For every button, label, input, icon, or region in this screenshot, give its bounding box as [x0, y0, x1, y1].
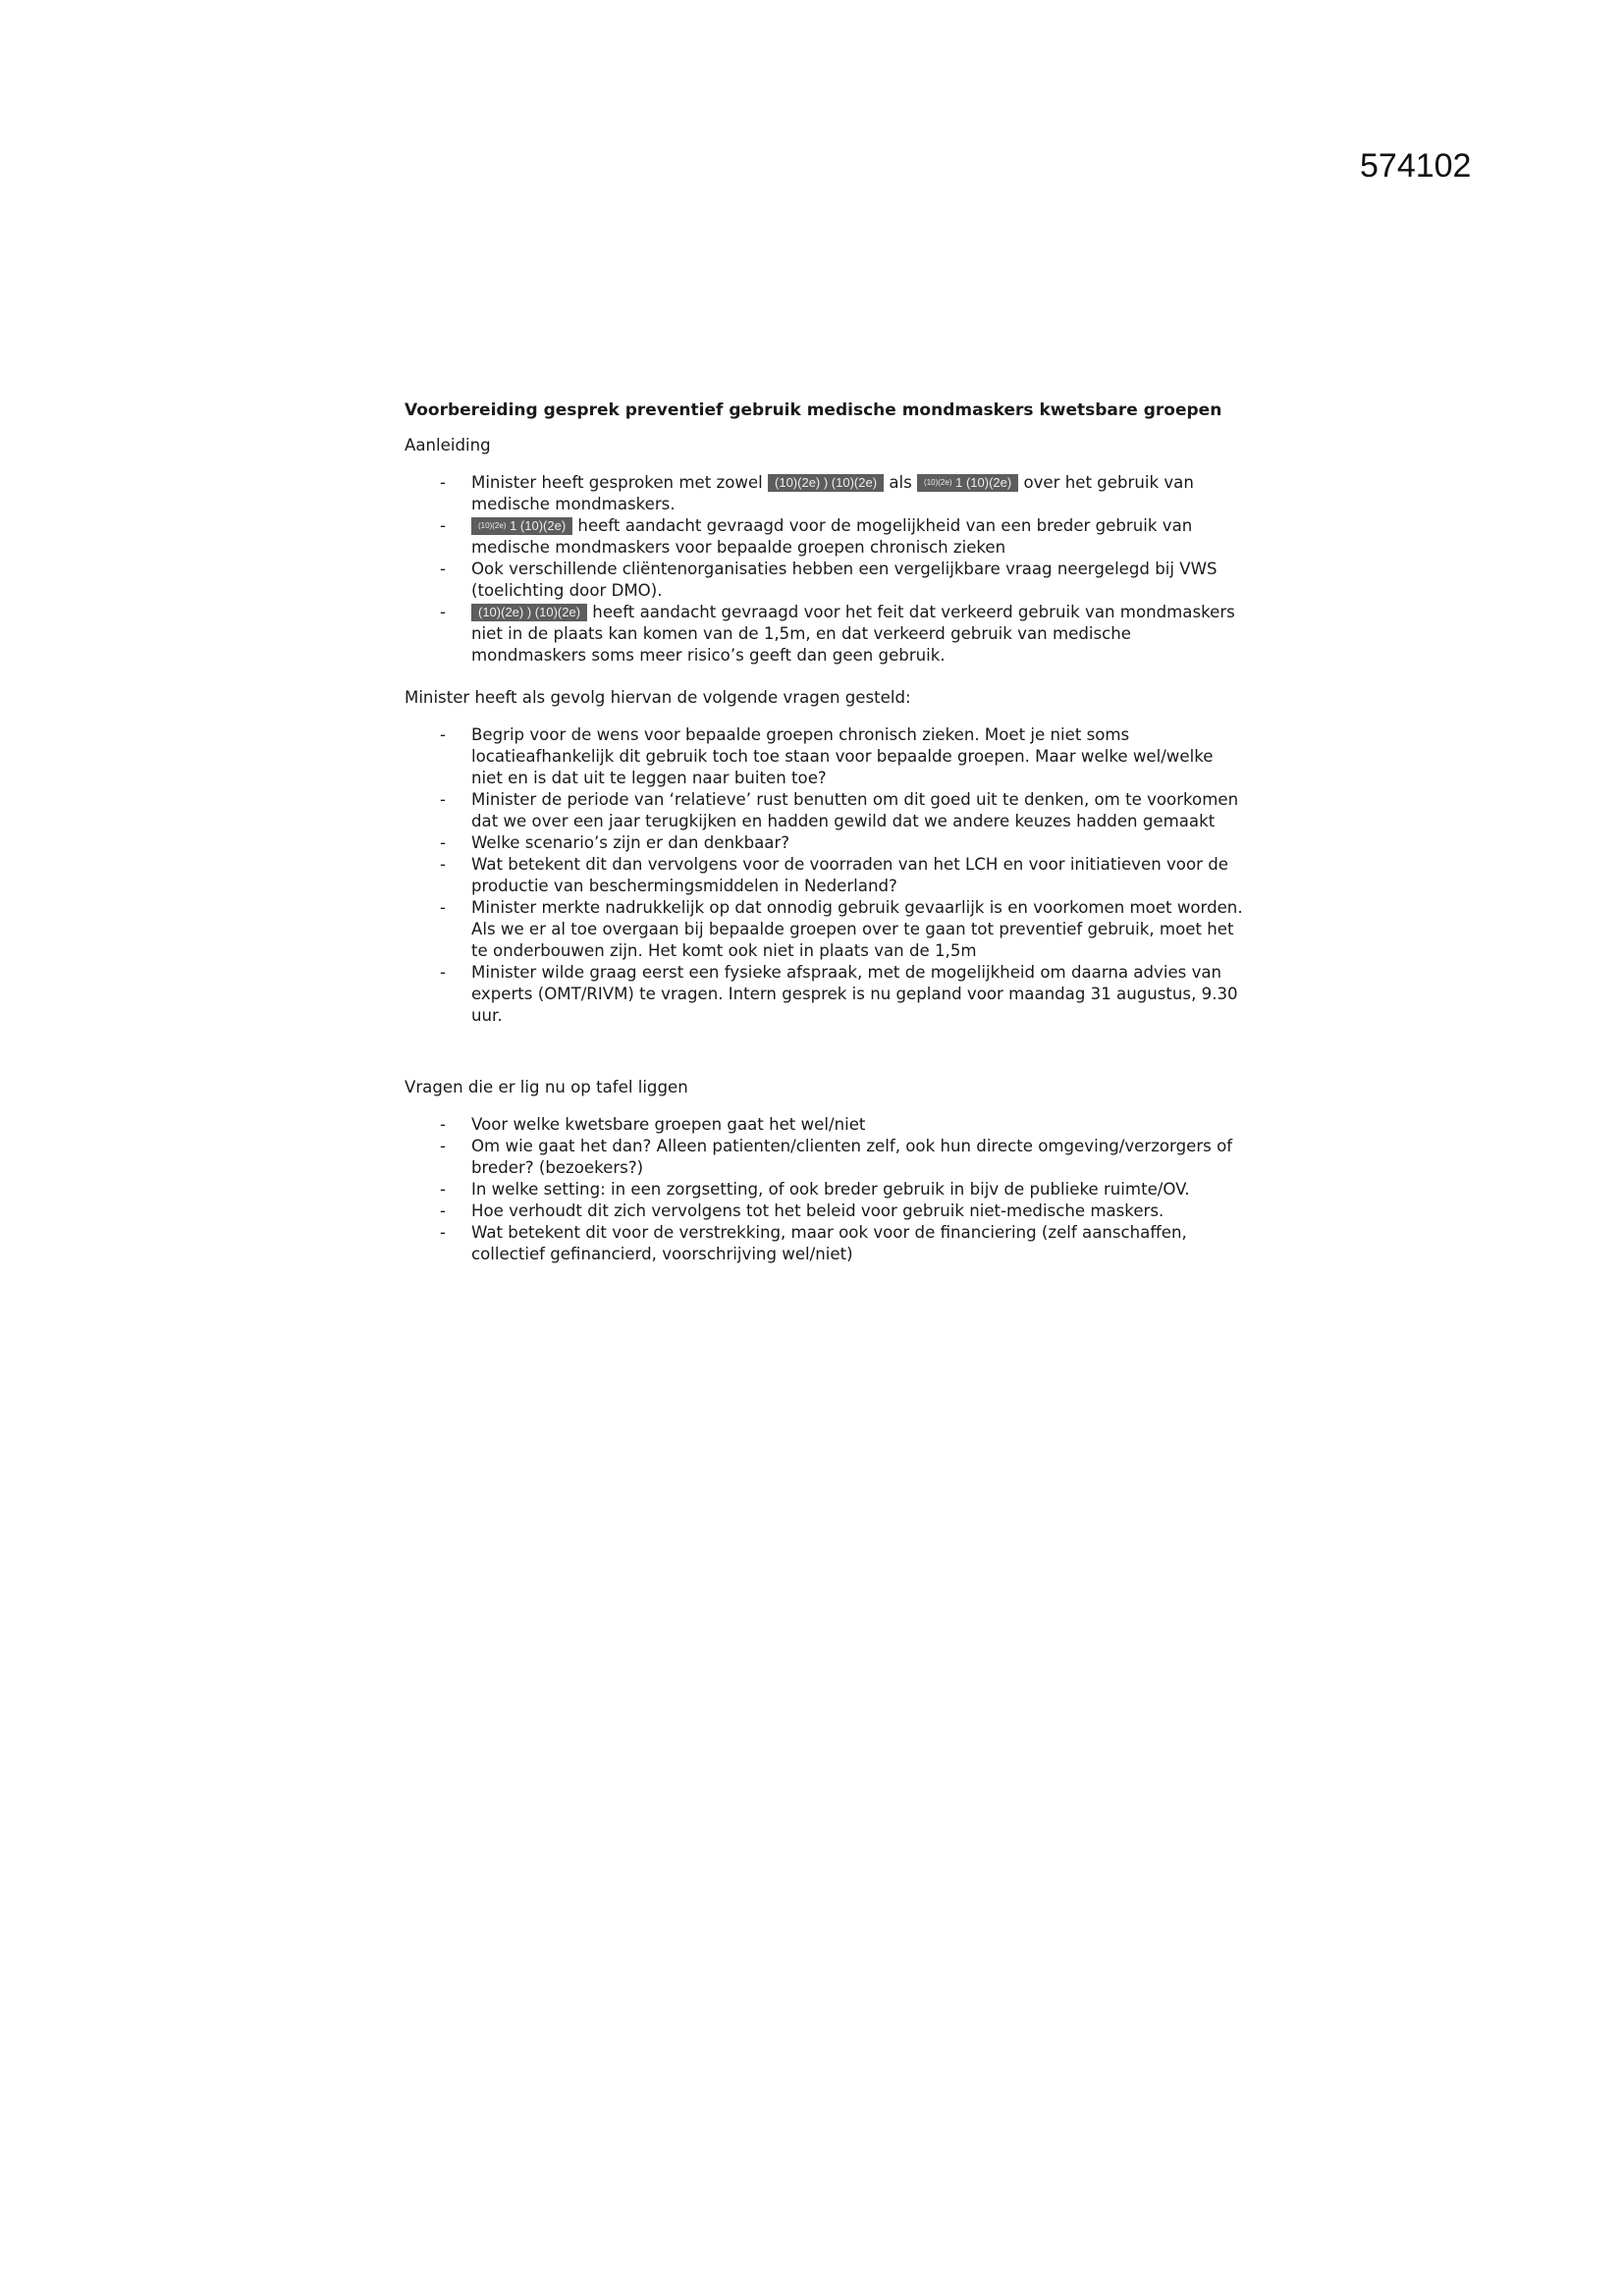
item-text: In welke setting: in een zorgsetting, of ook breder gebruik in bijv de publieke ruimte/OV.: [471, 1180, 1190, 1199]
list-item: [405, 832, 1249, 854]
list-item: [405, 1114, 1249, 1136]
item-text: heeft aandacht gevraagd voor de mogelijkheid van een breder gebruik van medische mondmaskers voor bepaalde groepen chronisch zieken: [471, 516, 1193, 557]
redaction-box: (10)(2e) ) (10)(2e): [471, 604, 587, 621]
dash-bullet: -: [440, 1115, 446, 1134]
dash-bullet: -: [440, 473, 446, 492]
list-item: [405, 897, 1249, 962]
document-number: 574102: [1360, 147, 1472, 185]
vragen-op-tafel-list: [405, 1114, 1249, 1265]
section-heading-vragen-op-tafel: Vragen die er lig nu op tafel liggen: [405, 1078, 688, 1096]
dash-bullet: -: [440, 1180, 446, 1199]
item-text: Ook verschillende cliëntenorganisaties hebben een vergelijkbare vraag neergelegd bij VWS (toelichting door DMO).: [471, 560, 1218, 600]
redaction-small-label: (10)(2e): [924, 478, 952, 487]
list-item: [405, 854, 1249, 897]
list-item: [405, 472, 1249, 515]
dash-bullet: -: [440, 516, 446, 535]
spacer: [405, 1048, 1249, 1078]
dash-bullet: -: [440, 560, 446, 578]
list-item: [405, 724, 1249, 789]
dash-bullet: -: [440, 1137, 446, 1155]
list-item: [405, 602, 1249, 667]
redaction-box: [917, 474, 1018, 492]
dash-bullet: -: [440, 833, 446, 852]
vragen-gesteld-list: [405, 724, 1249, 1027]
item-text: Begrip voor de wens voor bepaalde groepen chronisch zieken. Moet je niet soms locatieafhankelijk dit gebruik toch toe staan voor bepaalde groepen. Maar welke wel/welke niet en is dat uit te leggen naar buiten toe?: [471, 725, 1214, 787]
item-text: Wat betekent dit voor de verstrekking, maar ook voor de financiering (zelf aanschaffen, collectief gefinancierd, voorschrijving wel/niet): [471, 1223, 1187, 1263]
redaction-box: [471, 517, 572, 535]
dash-bullet: -: [440, 898, 446, 917]
item-text: Minister merkte nadrukkelijk op dat onnodig gebruik gevaarlijk is en voorkomen moet worden. Als we er al toe overgaan bij bepaalde groepen over te gaan tot preventief gebruik, moet het te onderbouwen zijn. Het komt ook niet in plaats van de 1,5m: [471, 898, 1243, 960]
item-text: Hoe verhoudt dit zich vervolgens tot het beleid voor gebruik niet-medische maskers.: [471, 1201, 1164, 1220]
list-item: [405, 962, 1249, 1027]
dash-bullet: -: [440, 1201, 446, 1220]
dash-bullet: -: [440, 790, 446, 809]
dash-bullet: -: [440, 855, 446, 874]
list-item: [405, 1222, 1249, 1265]
redaction-small-label: (10)(2e): [478, 521, 507, 530]
redaction-box: (10)(2e) ) (10)(2e): [768, 474, 884, 492]
aanleiding-list: [405, 472, 1249, 667]
item-text: als: [884, 473, 918, 492]
item-text: Minister de periode van ‘relatieve’ rust benutten om dit goed uit te denken, om te voorkomen dat we over een jaar terugkijken en hadden gewild dat we andere keuzes hadden gemaakt: [471, 790, 1239, 830]
item-text: Minister heeft gesproken met zowel: [471, 473, 769, 492]
dash-bullet: -: [440, 725, 446, 744]
dash-bullet: -: [440, 963, 446, 982]
item-text: Minister wilde graag eerst een fysieke afspraak, met de mogelijkheid om daarna advies van experts (OMT/RIVM) te vragen. Intern gesprek is nu gepland voor maandag 31 augustus, 9.30 uur.: [471, 963, 1238, 1025]
section-heading-vragen-gesteld: Minister heeft als gevolg hiervan de volgende vragen gesteld:: [405, 688, 911, 707]
document-title: Voorbereiding gesprek preventief gebruik medische mondmaskers kwetsbare groepen: [405, 400, 1222, 420]
list-item: [405, 515, 1249, 559]
redaction-label: 1 (10)(2e): [955, 475, 1012, 490]
list-item: [405, 1201, 1249, 1222]
dash-bullet: -: [440, 1223, 446, 1242]
item-text: Om wie gaat het dan? Alleen patienten/clienten zelf, ook hun directe omgeving/verzorgers of breder? (bezoekers?): [471, 1137, 1233, 1177]
list-item: [405, 789, 1249, 832]
item-text: Wat betekent dit dan vervolgens voor de voorraden van het LCH en voor initiatieven voor de productie van beschermingsmiddelen in Nederland?: [471, 855, 1228, 895]
list-item: [405, 559, 1249, 602]
item-text: heeft aandacht gevraagd voor het feit dat verkeerd gebruik van mondmaskers niet in de plaats kan komen van de 1,5m, en dat verkeerd gebruik van medische mondmaskers soms meer risico’s geeft dan geen gebruik.: [471, 603, 1235, 665]
redaction-label: 1 (10)(2e): [510, 518, 567, 533]
item-text: Voor welke kwetsbare groepen gaat het wel/niet: [471, 1115, 866, 1134]
dash-bullet: -: [440, 603, 446, 621]
section-heading-aanleiding: Aanleiding: [405, 436, 491, 454]
item-text: Welke scenario’s zijn er dan denkbaar?: [471, 833, 790, 852]
list-item: [405, 1136, 1249, 1179]
document-body: [405, 400, 1249, 1287]
list-item: [405, 1179, 1249, 1201]
item-text: over het gebruik van medische mondmaskers.: [471, 473, 1194, 513]
